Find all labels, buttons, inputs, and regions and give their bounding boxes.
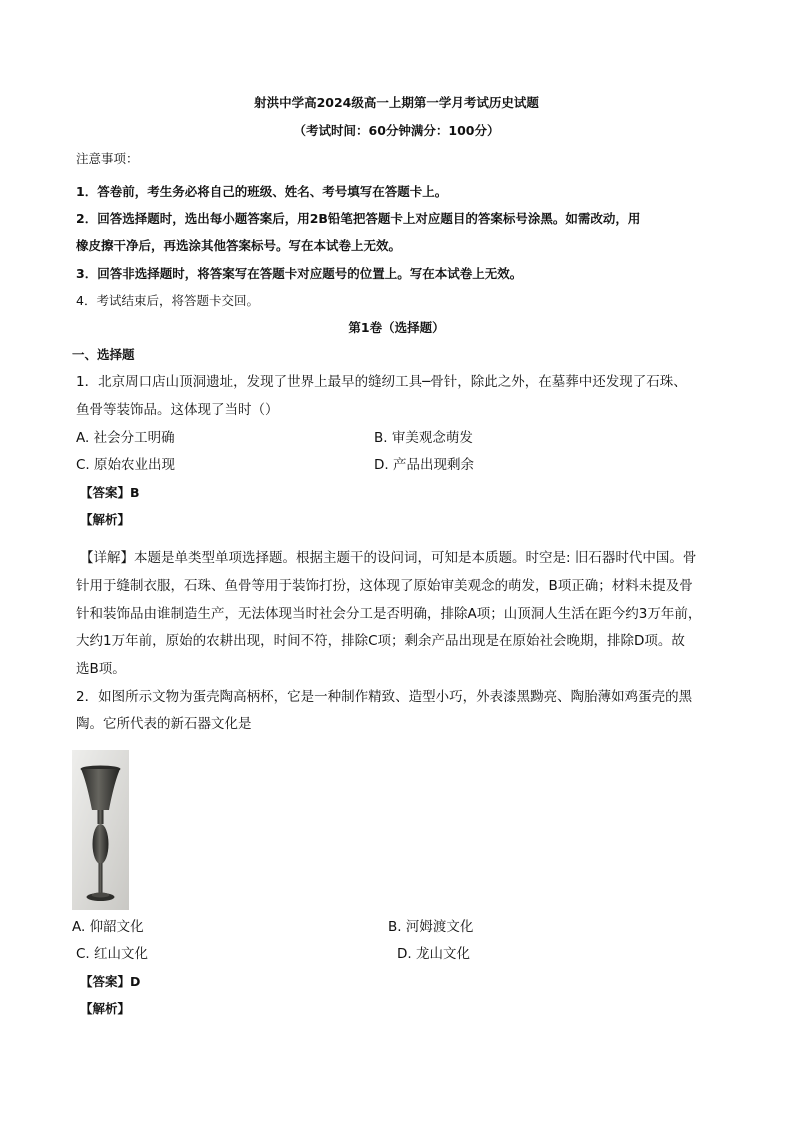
q1-detail-line-4: 大约1万年前，原始的农耕出现，时间不符，排除C项；剩余产品出现是在原始社会晚期，排除D项。故 (76, 633, 685, 649)
q2-option-b: B. 河姆渡文化 (388, 919, 474, 935)
q1-analysis-label: 【解析】 (80, 512, 131, 527)
q1-option-c: C. 原始农业出现 (76, 457, 176, 473)
q1-detail-line-1: 【详解】本题是单类型单项选择题。根据主题干的设问词，可知是本质题。时空是: 旧石器时代中国。骨 (80, 550, 697, 566)
q1-stem-line-1: 1．北京周口店山顶洞遗址，发现了世界上最早的缝纫工具─骨针，除此之外，在墓葬中还发现了石珠、 (76, 374, 687, 390)
q1-detail-line-3: 针和装饰品由谁制造生产，无法体现当时社会分工是否明确，排除A项；山顶洞人生活在距今约3万年前， (76, 606, 702, 622)
notes-heading: 注意事项： (76, 151, 139, 166)
q1-option-b: B. 审美观念萌发 (374, 430, 473, 446)
note-item-4: 4．考试结束后，将答题卡交回。 (76, 293, 259, 308)
part-heading: 一、选择题 (72, 347, 135, 362)
note-item-2: 2．回答选择题时，选出每小题答案后，用2B铅笔把答题卡上对应题目的答案标号涂黑。如需改动，用 (76, 211, 641, 226)
note-item-3: 3．回答非选择题时，将答案写在答题卡对应题号的位置上。写在本试卷上无效。 (76, 266, 523, 281)
q2-answer: 【答案】D (80, 974, 141, 989)
q2-option-c: C. 红山文化 (76, 946, 149, 962)
note-item-2-cont: 橡皮擦干净后，再选涂其他答案标号。写在本试卷上无效。 (76, 238, 402, 253)
exam-subtitle: （考试时间：60分钟满分：100分） (293, 123, 500, 138)
q2-option-d: D. 龙山文化 (397, 946, 470, 962)
q2-option-a: A. 仰韶文化 (72, 919, 144, 935)
q2-stem-line-1: 2．如图所示文物为蛋壳陶高柄杯，它是一种制作精致、造型小巧，外表漆黑黝亮、陶胎薄如鸡蛋壳的黑 (76, 689, 693, 705)
q1-detail-line-2: 针用于缝制衣服，石珠、鱼骨等用于装饰打扮，这体现了原始审美观念的萌发，B项正确；材料未提及骨 (76, 578, 693, 594)
q1-stem-line-2: 鱼骨等装饰品。这体现了当时（） (76, 402, 279, 418)
volume-heading: 第1卷（选择题） (348, 320, 445, 335)
q2-stem-line-2: 陶。它所代表的新石器文化是 (76, 716, 252, 732)
q1-option-a: A. 社会分工明确 (76, 430, 175, 446)
q1-detail-line-5: 选B项。 (76, 661, 126, 677)
exam-title: 射洪中学高2024级高一上期第一学月考试历史试题 (254, 95, 539, 110)
note-item-1: 1．答卷前，考生务必将自己的班级、姓名、考号填写在答题卡上。 (76, 184, 448, 199)
q2-analysis-label: 【解析】 (80, 1001, 131, 1016)
eggshell-pottery-cup-image (72, 750, 129, 910)
q1-answer: 【答案】B (80, 485, 140, 500)
q1-option-d: D. 产品出现剩余 (374, 457, 474, 473)
